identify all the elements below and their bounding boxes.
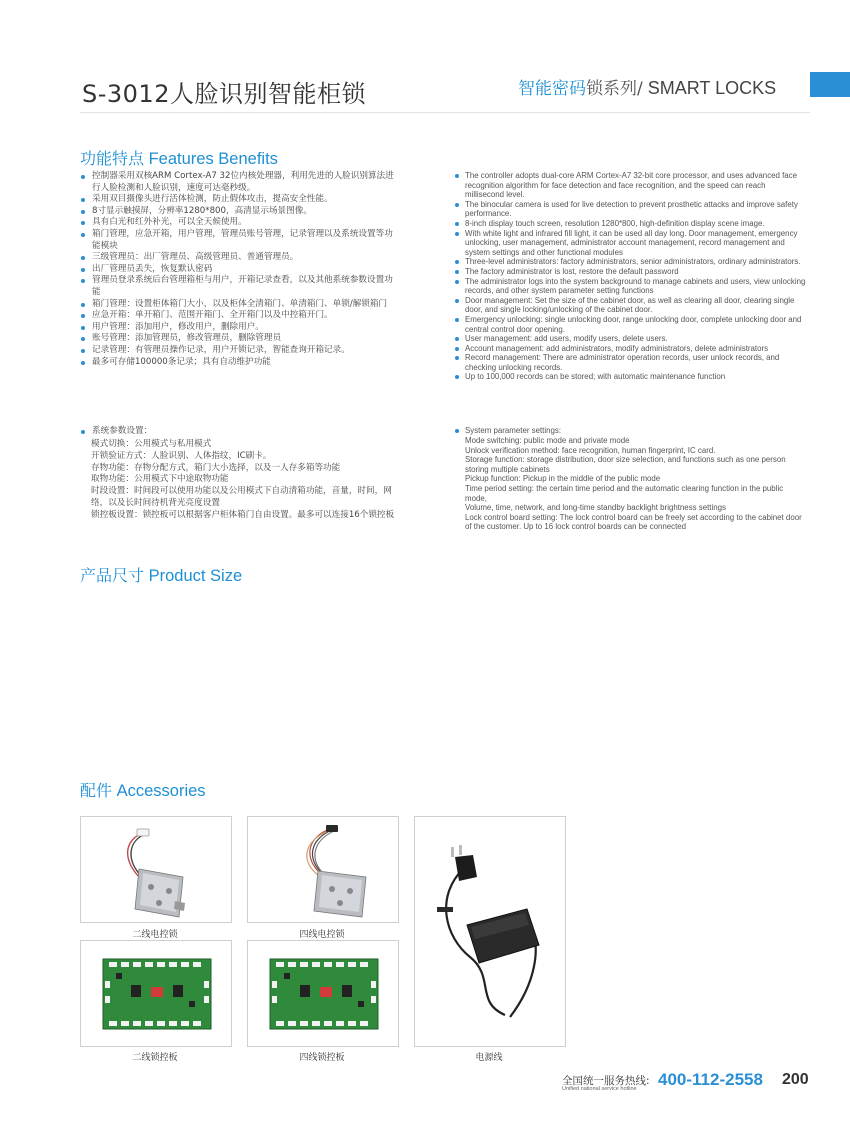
series-highlight: 智能密码 xyxy=(518,79,586,99)
header-accent-block xyxy=(810,72,850,97)
accessories-heading-en: Accessories xyxy=(112,782,206,800)
list-item: Emergency unlocking: single unlocking door, range unlocking door, complete unlocking door and central control door opening. xyxy=(454,315,806,334)
accessory-caption: 四线锁控板 xyxy=(299,1053,345,1063)
list-item: 控制器采用双核ARM Cortex-A7 32位内核处理器，利用先进的人脸识别算法进行人脸检测和人脸识别，速度可达毫秒级。 xyxy=(80,171,398,194)
hotline-label: 全国统一服务热线: xyxy=(562,1075,650,1087)
features-en-list xyxy=(454,171,806,382)
list-item: 记录管理：有管理员操作记录，用户开锁记录，智能查询开箱记录。 xyxy=(80,345,398,357)
accessories-heading xyxy=(80,778,206,801)
features-heading xyxy=(80,146,278,169)
params-cn-title: 系统参数设置： xyxy=(80,426,398,438)
header-divider xyxy=(80,112,810,113)
param-line: Pickup function: Pickup in the middle of the public mode xyxy=(465,474,661,484)
list-item: 应急开箱：单开箱门、范围开箱门、全开箱门以及中控箱开门。 xyxy=(80,310,398,322)
list-item: The controller adopts dual-core ARM Cortex-A7 32-bit core processor, and uses advanced face recognition algorithm for face detection and face recognition, and the speed can reach millisecond level. xyxy=(454,171,806,200)
accessory-image-power-cable xyxy=(414,816,566,1047)
param-line: Volume, time, network, and long-time standby backlight brightness settings xyxy=(465,503,726,513)
features-cn-list xyxy=(80,171,398,368)
list-item: User management: add users, modify users, delete users. xyxy=(454,334,806,344)
series-en: SMART LOCKS xyxy=(642,78,777,98)
list-item: 用户管理：添加用户，修改用户，删除用户。 xyxy=(80,322,398,334)
page-title: S-3012人脸识别智能柜锁 xyxy=(82,80,366,108)
page-number: 200 xyxy=(782,1071,809,1088)
list-item: 采用双目摄像头进行活体检测，防止假体攻击，提高安全性能。 xyxy=(80,194,398,206)
product-size-heading-en: Product Size xyxy=(144,567,243,585)
param-line: 存物功能：存物分配方式，箱门大小选择，以及一人存多箱等功能 xyxy=(91,462,341,473)
hotline-label-en: Unified national service hotline xyxy=(562,1086,637,1092)
list-item: 出厂管理员丢失，恢复默认密码 xyxy=(80,264,398,276)
accessory-caption: 四线电控锁 xyxy=(299,930,345,940)
features-heading-cn: 功能特点 xyxy=(80,149,145,168)
hotline-phone: 400-112-2558 xyxy=(658,1070,763,1089)
params-en-list xyxy=(454,426,806,436)
param-line: 取物功能：公用模式下中途取物功能 xyxy=(91,474,229,485)
list-item: The binocular camera is used for live detection to prevent prosthetic attacks and improve safety performance. xyxy=(454,200,806,219)
list-item: Door management: Set the size of the cabinet door, as well as clearing all door, clearing single door, and single locking/unlocking of the cabinet door. xyxy=(454,296,806,315)
param-line: Time period setting: the certain time period and the automatic clearing function in the public mode, xyxy=(465,483,784,503)
list-item: 箱门管理，应急开箱，用户管理，管理员账号管理，记录管理以及系统设置等功能模块 xyxy=(80,229,398,252)
param-line: 锁控板设置：锁控板可以根据客户柜体箱门自由设置。最多可以连接16个锁控板 xyxy=(91,509,395,520)
list-item: Three-level administrators: factory administrators, senior administrators, ordinary administrators. xyxy=(454,257,806,267)
list-item: 8寸显示触摸屏，分辨率1280*800，高清显示场景图像。 xyxy=(80,206,398,218)
param-line: Mode switching: public mode and private mode xyxy=(465,436,630,445)
accessory-image-two-wire-lock xyxy=(80,816,232,923)
param-line: 时段设置：时间段可以使用功能以及公用模式下自动清箱功能，音量，时间，网络，以及长时间待机背光亮度设置 xyxy=(91,486,392,508)
accessories-heading-cn: 配件 xyxy=(80,781,113,800)
list-item: With white light and infrared fill light, it can be used all day long. Door management, emergency unlocking, user management, administrator account management, record management and system settings and other functional modules xyxy=(454,229,806,258)
list-item: Up to 100,000 records can be stored; with automatic maintenance function xyxy=(454,372,806,382)
param-line: 开锁验证方式：人脸识别、人体指纹，IC刷卡。 xyxy=(91,450,272,461)
accessory-caption: 二线锁控板 xyxy=(132,1053,178,1063)
list-item: 三级管理员：出厂管理员、高级管理员、普通管理员。 xyxy=(80,252,398,264)
accessory-image-two-wire-board xyxy=(80,940,232,1047)
param-line: Storage function: storage distribution, door size selection, and functions such as one person storing multiple cabinets xyxy=(465,455,786,474)
params-en-body xyxy=(465,436,805,532)
list-item: The administrator logs into the system background to manage cabinets and users, view unlocking records, and other system parameter setting functions xyxy=(454,277,806,296)
product-size-heading xyxy=(80,563,242,586)
product-size-heading-cn: 产品尺寸 xyxy=(80,566,145,585)
list-item: 账号管理：添加管理员，修改管理员，删除管理员 xyxy=(80,333,398,345)
accessory-caption: 电源线 xyxy=(475,1053,503,1063)
accessory-image-four-wire-board xyxy=(247,940,399,1047)
list-item: 具有白光和红外补光，可以全天候使用。 xyxy=(80,217,398,229)
params-cn-body xyxy=(91,439,397,522)
series-label xyxy=(518,74,776,99)
list-item: 最多可存储100000条记录；具有自动维护功能 xyxy=(80,357,398,369)
list-item: 8-inch display touch screen, resolution 1280*800, high-definition display scene image. xyxy=(454,219,806,229)
params-cn-list xyxy=(80,426,398,438)
param-line: Unlock verification method: face recognition, human fingerprint, IC card. xyxy=(465,445,716,455)
accessory-image-four-wire-lock xyxy=(247,816,399,923)
param-line: 模式切换：公用模式与私用模式 xyxy=(91,439,212,449)
list-item: 箱门管理：设置柜体箱门大小，以及柜体全清箱门、单清箱门、单锁/解锁箱门 xyxy=(80,299,398,311)
list-item: 管理员登录系统后台管理箱柜与用户，开箱记录查看，以及其他系统参数设置功能 xyxy=(80,275,398,298)
list-item: The factory administrator is lost, restore the default password xyxy=(454,267,806,277)
accessory-caption: 二线电控锁 xyxy=(132,930,178,940)
params-en-title: System parameter settings: xyxy=(454,426,806,436)
series-cn: 锁系列/ xyxy=(586,79,643,99)
list-item: Record management: There are administrator operation records, user unlock records, and checking unlocking records. xyxy=(454,353,806,372)
features-heading-en: Features Benefits xyxy=(144,150,278,168)
list-item: Account management: add administrators, modify administrators, delete administrators xyxy=(454,344,806,354)
param-line: Lock control board setting: The lock control board can be freely set according to the cabinet door of the customer. Up to 16 lock control boards can be connected xyxy=(465,512,802,532)
